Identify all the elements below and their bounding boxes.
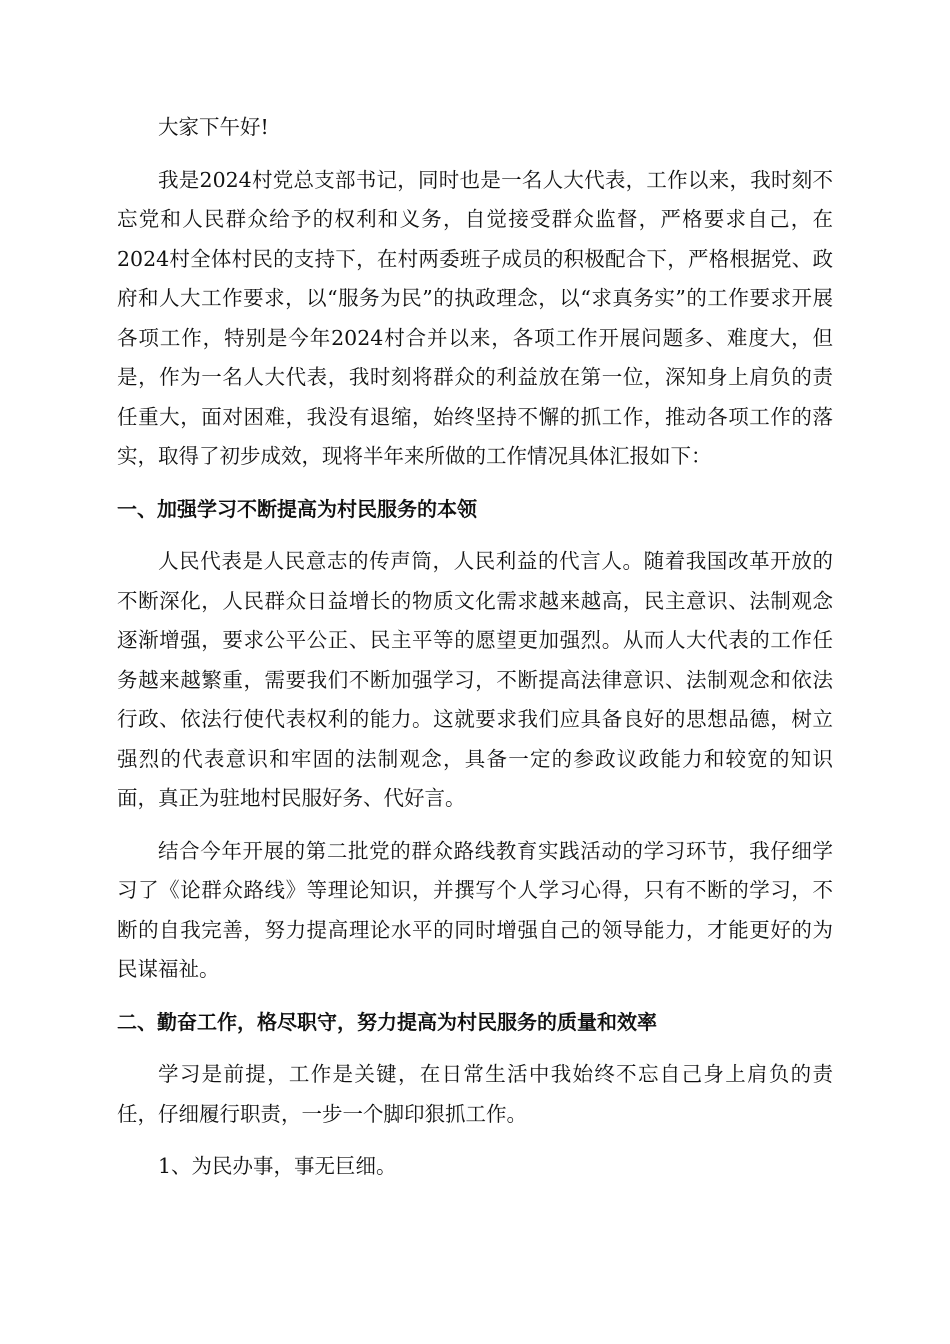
paragraph-3: 学习是前提，工作是关键，在日常生活中我始终不忘自己身上肩负的责任，仔细履行职责，一步一个脚印狠抓工作。: [117, 1062, 833, 1126]
section-heading-1: 一、加强学习不断提高为村民服务的本领: [117, 496, 477, 521]
greeting: 大家下午好!: [158, 115, 269, 139]
paragraph-2: 结合今年开展的第二批党的群众路线教育实践活动的学习环节，我仔细学习了《论群众路线》等理论知识，并撰写个人学习心得，只有不断的学习，不断的自我完善，努力提高理论水平的同时增强自己的领导能力，才能更好的为民谋福祉。: [117, 838, 833, 981]
document-page: [117, 108, 833, 1187]
list-item-1: 1、为民办事，事无巨细。: [158, 1154, 397, 1178]
paragraph-1: 人民代表是人民意志的传声筒，人民利益的代言人。随着我国改革开放的不断深化，人民群众日益增长的物质文化需求越来越高，民主意识、法制观念逐渐增强，要求公平公正、民主平等的愿望更加强烈。从而人大代表的工作任务越来越繁重，需要我们不断加强学习，不断提高法律意识、法制观念和依法行政、依法行使代表权利的能力。这就要求我们应具备良好的思想品德，树立强烈的代表意识和牢固的法制观念，具备一定的参政议政能力和较宽的知识面，真正为驻地村民服好务、代好言。: [117, 549, 833, 810]
section-heading-2: 二、勤奋工作，格尽职守，努力提高为村民服务的质量和效率: [117, 1009, 657, 1034]
intro-paragraph: 我是2024村党总支部书记，同时也是一名人大代表，工作以来，我时刻不忘党和人民群众给予的权利和义务，自觉接受群众监督，严格要求自己，在2024村全体村民的支持下，在村两委班子成员的积极配合下，严格根据党、政府和人大工作要求，以“服务为民”的执政理念，以“求真务实”的工作要求开展各项工作，特别是今年2024村合并以来，各项工作开展问题多、难度大，但是，作为一名人大代表，我时刻将群众的利益放在第一位，深知身上肩负的责任重大，面对困难，我没有退缩，始终坚持不懈的抓工作，推动各项工作的落实，取得了初步成效，现将半年来所做的工作情况具体汇报如下：: [117, 167, 833, 468]
